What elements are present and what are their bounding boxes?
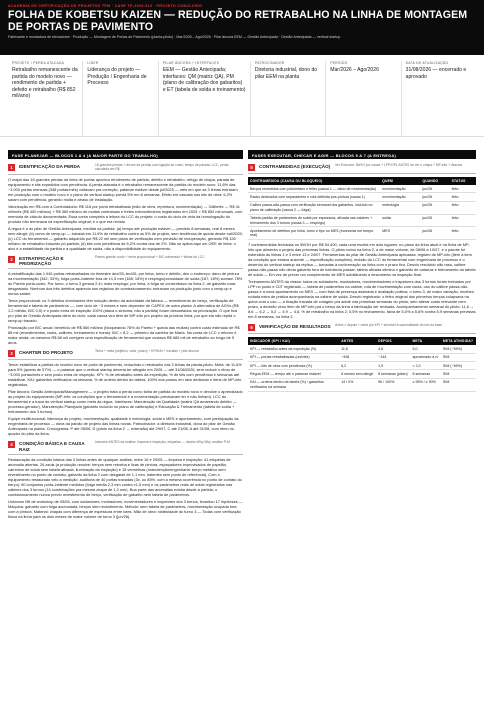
- section-title: CHARTER DO PROJETO: [19, 350, 73, 356]
- table-cell: KPI — portas retrabalhadas (un/mês): [248, 353, 339, 361]
- table-cell: feito: [450, 214, 476, 227]
- info-label: PILAR ÂNCORA + INTERFACES: [162, 61, 220, 65]
- table-cell: metrologia: [380, 201, 420, 214]
- section-number: 2: [8, 256, 15, 263]
- table-cell: SIM: [441, 353, 476, 361]
- sheet-header: [0, 0, 484, 55]
- section-note: Ver Executar: 5W1H por causa + LPP/OPL ANTES de ver o chapa + MP-info + desvios: [335, 163, 463, 167]
- header-kicker: ACADEMIA DE CERTIFICAÇÃO DE PROJETOS TPM · CASE TP-2026-013 · PROJETO CONCLUÍDO: [8, 4, 203, 8]
- table-row: [248, 193, 476, 201]
- table-cell: 8 semanas (piloto): [376, 370, 410, 378]
- page-title: FOLHA DE KOBETSU KAIZEN — REDUÇÃO DO RETRABALHO NA LINHA DE MONTAGEM DE PORTAS DE PAVIMENTO: [8, 9, 468, 33]
- table-row: [248, 353, 476, 361]
- table-cell: Calibre passa-não-passa com verificação semanal dos gabaritos, incluído no plano de calibração (causa 2 — folga): [248, 201, 380, 214]
- section-title: VERIFICAÇÃO DE RESULTADOS: [259, 324, 331, 330]
- info-cell: [159, 61, 251, 136]
- section-note: Antes × depois + meta por KPI + sensível à sazonalidade do mix da base: [335, 323, 443, 328]
- section-root-cause: [8, 441, 243, 519]
- table-row: [248, 345, 476, 353]
- info-label: PROJETO / PERDA ATACADA: [12, 61, 65, 65]
- section-header: [248, 324, 476, 334]
- info-value: 31/08/2026 — encerrado e aprovado: [405, 67, 467, 80]
- table-row: [248, 370, 476, 378]
- paragraph: A estratificação das 1.045 portas retrabalhadas do trimestre dez/25–fev/26, por linha, turno e defeito, deu o endereço: dano de pintura na movimentação (342; 33%), folga porta–batente fora de ±1,5 mm (188; 18%) e respingo/porosidade de solda (187; 18%) somam 78% do Pareto porta-custo. Por turno, o turno 3 gerava 2,4× mais respingo; por linha, a folga se concentrava na linha 2, de gabarito mais desgastado. Nenhum dos três defeitos aparecia nos registros de comissionamento: entravam na produção junto com o ramp-up e nunca saíam.: [8, 271, 243, 297]
- section-title: IDENTIFICAÇÃO DA PERDA: [19, 164, 81, 169]
- table-cell: Apontamento de defeitos por linha, turno e tipo no MES (economia em tempo real): [248, 227, 380, 240]
- paragraph: Priorização por B/C anual: benefício de R$ 560 mil/ano (bloqueando 78% do Pareto + queda das multas) contra custo estimado de R$ 68 mil (revestimentos, racks, calibres, treinamento e horas): B/C = 8,2 — primeiro da carteira de Mar/a. Na conta de LCC o retorno é maior ainda: os mesmos R$ 68 mil corrigem uma especificação de ferramental que custava R$ 680 mil de retrabalho ao longo de 5 anos.: [8, 325, 240, 346]
- section-number: 4: [8, 441, 15, 448]
- table-row: [248, 214, 476, 227]
- plan-phase-bar: FASE PLANEJAR — BLOCOS 1 A 4 (A MAIOR PARTE DO TRABALHO): [8, 150, 243, 159]
- info-cell: [326, 61, 401, 136]
- table-cell: MES: [380, 227, 420, 240]
- table-cell: jun/26: [420, 193, 449, 201]
- table-cell: ~348: [339, 353, 376, 361]
- section-countermeasures: [248, 164, 476, 319]
- table-header-row: [248, 177, 476, 185]
- table-row: [248, 227, 476, 240]
- project-info-strip: [0, 55, 484, 137]
- table-cell: 11,6: [339, 345, 376, 353]
- results-table: [248, 337, 476, 391]
- paragraph: 7 contramedidas fechadas no 5W1H por R$ 54.400, cada uma escrita em dois lugares: no plano da linha atual e na ficha de MP-info que alimenta o projeto das próximas linhas. O piloto rodou na linha 2, a de maior volume, de 08/06 a 10/07, e o pacote foi estendido às linhas 1 e 3 entre 13 e 24/07. Ferramentas do pilar de Gestão Antecipada aplicadas: registro de MP-info (item a item da condição que estava ausente — especificação completa), revisão do LCC do ferramental com engenharia de processo e o desenho do vertical startup da réplica — tornadas à conformação na linha com o prazo fixo. Desvio resolvido não raso, calibre passa-não-passa não devia gabarito fora de tolerância passar; tabela afixada elimina o gabarito de catarraz e treinamento da tabela de solda — Em vez de prever um complemento de MES substituindo a descoberta na inspeção final.: [248, 242, 476, 278]
- table-cell: 8 meses sem atingir: [339, 370, 376, 378]
- execute-column: [248, 150, 476, 519]
- section-results: [248, 324, 476, 391]
- info-cell: [402, 61, 476, 136]
- table-cell: 14 / 0%: [339, 378, 376, 391]
- section-number: 3: [8, 350, 15, 357]
- section-header: [8, 164, 243, 175]
- section-header: [8, 441, 243, 455]
- paragraph: Tema proporcional: os 3 defeitos dominantes têm solução dentro da autoridade da fábrica — revestimento de berço, verificação de ferramental e tabela de parâmetros —, com ciclo de ~3 meses e sem depender de CAPEX de outra planta. A alternativa de AGVs (R$ 1,2 milhão, B/C 0,5) e o posto extra de inspeção 100% (ataca o sintoma, não a partida) foram descartados na priorização. O que fica pro pilar de Gestão Antecipada além do ciclo: cada causa vira item de MP-info pro projeto da próxima linha, por que ela não repita o ramp-up travado.: [8, 298, 239, 324]
- column-header: QUANDO: [420, 177, 449, 185]
- column-header: CONTRAMEDIDA (CAUSA OU BLOQUEIO): [248, 177, 380, 185]
- section-title: CONDIÇÃO BÁSICA E CAUSA RAIZ: [19, 441, 85, 452]
- table-cell: jun/26: [420, 227, 449, 240]
- table-row: [248, 378, 476, 391]
- section-number: 6: [248, 324, 255, 331]
- table-cell: KPI — kits de obra com pendência (%): [248, 362, 339, 370]
- section-header: [248, 164, 476, 174]
- table-cell: 96 / 100%: [376, 378, 410, 391]
- info-value: Liderança do projeto — Produção / Engenharia de Processo: [87, 67, 147, 87]
- column-header: INDICADOR (KPI / KAI): [248, 337, 339, 345]
- table-cell: ~144: [376, 353, 410, 361]
- table-cell: Racks dedicados com separadores e rota definida pós-pintura (causa 1): [248, 193, 380, 201]
- info-label: PERÍODO: [330, 61, 348, 65]
- paragraph: Tema: estabilizar a partida do modelo novo de porta de pavimento, reduzindo o retrabalho nas 3 linhas da planta-piloto. Meta: de 11,6% para 5% (queda de 57%) — o patamar que o vertical startup deveria ter atingido em 2026 — até 31/08/2026, sem reduzir o ritmo de ~3.000 portas/mês e sem posto extra de inspeção. KPI: % de retrabalho antes da expedição, % de kits com pendência e semanas até estabilizar. KAI: gabaritos verificados na semana, % de ordens dentro do tabela, 100% dos postos em rack dedicado e itens de MP-info registrados.: [8, 362, 242, 388]
- section-header: [8, 350, 243, 360]
- column-header: META ATINGIDA?: [441, 337, 476, 345]
- info-label: DATA DE ATUALIZAÇÃO: [405, 61, 449, 65]
- table-cell: KPI — retrabalho antes da expedição (%): [248, 345, 339, 353]
- execute-phase-bar: FASES EXECUTAR, CHECAR E AGIR — BLOCOS 5 A 7 (A ENTREGA): [248, 150, 476, 159]
- info-cell: [83, 61, 158, 136]
- table-cell: KAI — ordens dentro da tabela (%) / gabaritos verificados na semana: [248, 378, 339, 391]
- paragraph: Pilar âncora: Gestão Antecipada/Management — o projeto trata a perda como falha de partida do modelo novo e devolve o aprendizado ao projeto do equipamento (MP-info: os condições que o ferramental e a movimentação precisavam ter e não tinham). LCC do ferramental e a trava do vertical startup como meta da régua. Interfaces: Manutenção da Qualidade (matriz QA amarrando defeito ↔ processo-gerador), Manutenção Planejada (gabarito incluído no plano de calibração) e Educação & Treinamento (tabela de solda + treinamento dos 3 turnos).: [8, 389, 243, 415]
- info-label: LÍDER: [87, 61, 99, 65]
- plan-column: [8, 150, 243, 519]
- table-cell: 4,8: [376, 345, 410, 353]
- content-columns: [8, 150, 476, 519]
- column-header: DEPOIS: [376, 337, 410, 345]
- section-charter: [8, 350, 243, 436]
- section-stratification: [8, 256, 243, 346]
- table-cell: feito: [450, 227, 476, 240]
- table-cell: jun/26: [420, 201, 449, 214]
- paragraph: A régua é a do pilar de Gestão Antecipada, medida na partida: (a) tempo até produção estável — previsto 8 semanas, real 8 meses sem atingir; (b) curva de ramp-up — travada em 11,6% de retrabalho contra os 5% de projeto, sem tendência de queda desde out/2025; (c) LCC do ferramental — gabarito adquirido por R$ 22 mil sem plano de verificação nem previsão de recuperação, gerando R$ 126 mil/ano de retrabalho induzido pó-partida; (d) kits com pendência de 6,2% contra dos de 2%. Não se aplica aqui um OEE de linha: o alvo é a estabilidade da partida e a qualidade de saída, não a disponibilidade do equipamento.: [8, 225, 243, 251]
- table-cell: SIM (−59%): [441, 345, 476, 353]
- column-header: STATUS: [450, 177, 476, 185]
- paragraph: O mapa das 16 grandes perdas da linha de portas apontou rendimento de partida, defeito e retrabalho, refugo de chapa, parada de equipamento e kits expedidos com pendência. A perda atacada é o retrabalho remanescente da partida do modelo novo: 11,6% das ~3.000 portas mensais (348 portas/mês) voltavam pra correção, patamar estável desde jul/2025 — mês em que as 3 linhas entraram em produção com o modelo novo e o plano de vertical startup previa 5% em 8 semanas. Efeito em cascata nos kits de obra: 6,2% saíam com pendência, gerando multa e atraso de instalação.: [8, 176, 238, 202]
- table-cell: Régua EEM — tempo até o patamar estável: [248, 370, 339, 378]
- header-subtitle: Fabricante e montadora de elevadores · Produção — Montagem de Portas de Pavimento (planta-piloto) · Mar/2026 – Ago/2026 · Pilar âncora EEM — Gestão Antecipada · Gestão Antecipada — vertical startup: [8, 35, 341, 39]
- table-cell: movimentação: [380, 185, 420, 193]
- table-cell: solda: [380, 214, 420, 227]
- info-cell: [251, 61, 326, 136]
- table-row: [248, 201, 476, 214]
- section-note: 16 grandes perdas + árvore de perdas com ligação ao custo, tempo de parada, LCC, perda calculada em R$: [95, 163, 229, 171]
- section-number: 1: [8, 164, 15, 171]
- column-header: QUEM: [380, 177, 420, 185]
- section-title: ESTRATIFICAÇÃO E PRIORIZAÇÃO: [19, 255, 64, 267]
- table-row: [248, 185, 476, 193]
- info-label: PATROCINADOR: [254, 61, 285, 65]
- section-header: [8, 256, 243, 270]
- table-row: [248, 362, 476, 370]
- paragraph: Valorização em R$ com a Controladoria: R$ 116 por porta retrabalhada (mão de obra, reprintura, movimentação) → 348/mês → R$ 41 mil/mês (R$ 492 mil/ano) + R$ 360 mil/ano de multas contratuais e fretes extraordinários registrados em 2025 = R$ 852 mil anuais, com memória de cálculo documentada. Essa conta completa a leitura do LCC do projeto: o custo do ciclo de vida da homologação do produto não terminava na especificação original; e o que era revisto.: [8, 203, 243, 224]
- table-cell: SIM: [441, 378, 476, 391]
- section-note: Inclusive ANTES da análise: limpeza e inspeção, etiquetas — depois Why-Why, análise P-M: [95, 440, 230, 445]
- table-cell: feito: [450, 185, 476, 193]
- paragraph: Restauração da condição básica das 3 linhas antes de qualquer análise, entre 16 e 20/05 — limpeza e inspeção: 41 etiquetas de anomalia abertas, 26 azuis (a produção resolve: berços sem reborba e lixas de pintura, espaçadores improvisados de papelão, carrinhos de solda sem tabela afixada, iluminação da inspeção) e 15 vermelhas (manutenção/engenharia: berço metálico sem revestimento no ponto de contato, gabarito da linha 2 com desgaste de 1,1 mm, batentes sem ponto de referência). Com o equipamento restaurado veio a medição: auditoria de 40 portas travadas (3x, ou 85%, com a mesma ocorrência no ponto de contato do berço); 60 conjuntos porta–batente medidos (folga média 2,3 mm contra ±1,5 mm) e os parâmetros reais de solda registrados nas cabines dos 3 turnos (14 combinações pra mesma chapa de 1,2 mm). Boa parte das anomalias existia desde a partida, o comissionamento nunca previu revestimento de berço, verificação de gabarito nem tabela de parâmetros.: [8, 457, 242, 497]
- section-number: 5: [248, 164, 255, 171]
- info-cell: [8, 61, 83, 136]
- column-header: META: [410, 337, 440, 345]
- info-value: Mar/2026 – Ago/2026: [330, 67, 379, 73]
- paragraph: Equipe multifuncional: liderança do projeto, movimentação, qualidade e metrologia, solda e MES e apontamento, com participação da engenharia de processo — dona da paixão de projeto das linhas novas. Patrocinador: a diretoria industrial, dona do pilar de Gestão Antecipada na planta. Cronograma: P até 05/06, D (piloto na linha 2 → extensão) até 29/07, C até 21/08, A até 31/08, com ritmo no quadro do pilar da linha.: [8, 416, 239, 437]
- table-header-row: [248, 337, 476, 345]
- info-value: Retrabalho remanescente da partida do modelo novo — rendimento de partida + defeito e retrabalho (R$ 852 mil/ano): [12, 67, 78, 100]
- countermeasures-table: [248, 177, 476, 240]
- table-cell: Tabela padrão de parâmetros de solda por espessura, afixada nas cabines + treinamento dos 3 turnos (causa 3 — respingo): [248, 214, 380, 227]
- table-cell: 6,2: [339, 362, 376, 370]
- paragraph: Unknown Mil de workshop de 05/26, com soldadores, montadores, movimentadores e inspetores dos 3 turnos, levantou 17 hipóteses — Máquina: gabarito com folga acumulada, berços sem revestimento. Método: sem tabela de parâmetros, movimentação ocupada fora com a pintura. Material: chapas com diferença de espessura entre lotes. Mão de obra: rotatividade do turno 3 — Todas com verificação física na linha para os dois meses de maior volume de turno 3 (jun/26).: [8, 499, 243, 519]
- section-note: Tema + meta (objetivo, valor, prazo) + KPI/KAI + escalas + pilar âncora: [95, 349, 199, 354]
- table-cell: 5,0: [410, 345, 440, 353]
- info-value: Diretoria industrial, dono do pilar EEM na planta: [254, 67, 318, 80]
- table-cell: SIM: [441, 370, 476, 378]
- table-cell: jun/26: [420, 185, 449, 193]
- table-cell: < 2,0: [410, 362, 440, 370]
- table-cell: 1,9: [376, 362, 410, 370]
- table-cell: feito: [450, 201, 476, 214]
- section-note: Pareto grande custo + tema proporcional + BIC sobrerado + falhas de LCC: [95, 254, 205, 259]
- table-cell: SIM (−69%): [441, 362, 476, 370]
- table-cell: movimentação: [380, 193, 420, 201]
- table-cell: jun/26: [420, 214, 449, 227]
- section-loss-identification: [8, 164, 243, 251]
- section-title: CONTRAMEDIDAS (EXECUÇÃO): [259, 164, 331, 169]
- paragraph: Treinamento ANTES da virada: todos os soldadores, montadores, movimentadores e inspetores dos 3 turnos foram treinados por LPP no posto e OJT registrado — tabela de parâmetros na cabine, rota de movimentação com racks, uso do calibre passa-não-passa e a nova apontamento no MES — com lista de presença assinada e avaliação prática; o turno 3, de maior variação, recebeu rodada extra de prática acompanhada na cabine de solda. Desvio registrado: o feltro original dos primeiros berços colapsava na quina com o uso — a fixação travada de colagem pra adote nas primeiras semanas do piloto, sem alterar custo relevante nem prazo, a decisão virou item de MP-info pra o berço da linha a fabricação ser revisada. Acompanhamento semanal do piloto: 11,6 → 8,6 → 6,2 → 5,2 → 4,9 → 4,6, % de retrabalho na linha 2; 5,5% no fechamento, faixa de 5,0% a 5,6% contra 5,9 semanas previstas em 8 semanas, na linha 2.: [248, 279, 476, 320]
- table-cell: 8 semanas: [410, 370, 440, 378]
- table-cell: aproximado a rv: [410, 353, 440, 361]
- column-header: ANTES: [339, 337, 376, 345]
- table-cell: ≥ 95% / ≥ 90%: [410, 378, 440, 391]
- table-cell: Berços revestidos com poliuretano e feltro (causa 1 — dano de movimentação): [248, 185, 380, 193]
- info-value: EEM — Gestão Antecipada; interfaces: QM (matriz QA), PM (plano de calibração dos gabaritos) e ET (tabela de solda e treinamento): [162, 67, 246, 93]
- table-cell: feito: [450, 193, 476, 201]
